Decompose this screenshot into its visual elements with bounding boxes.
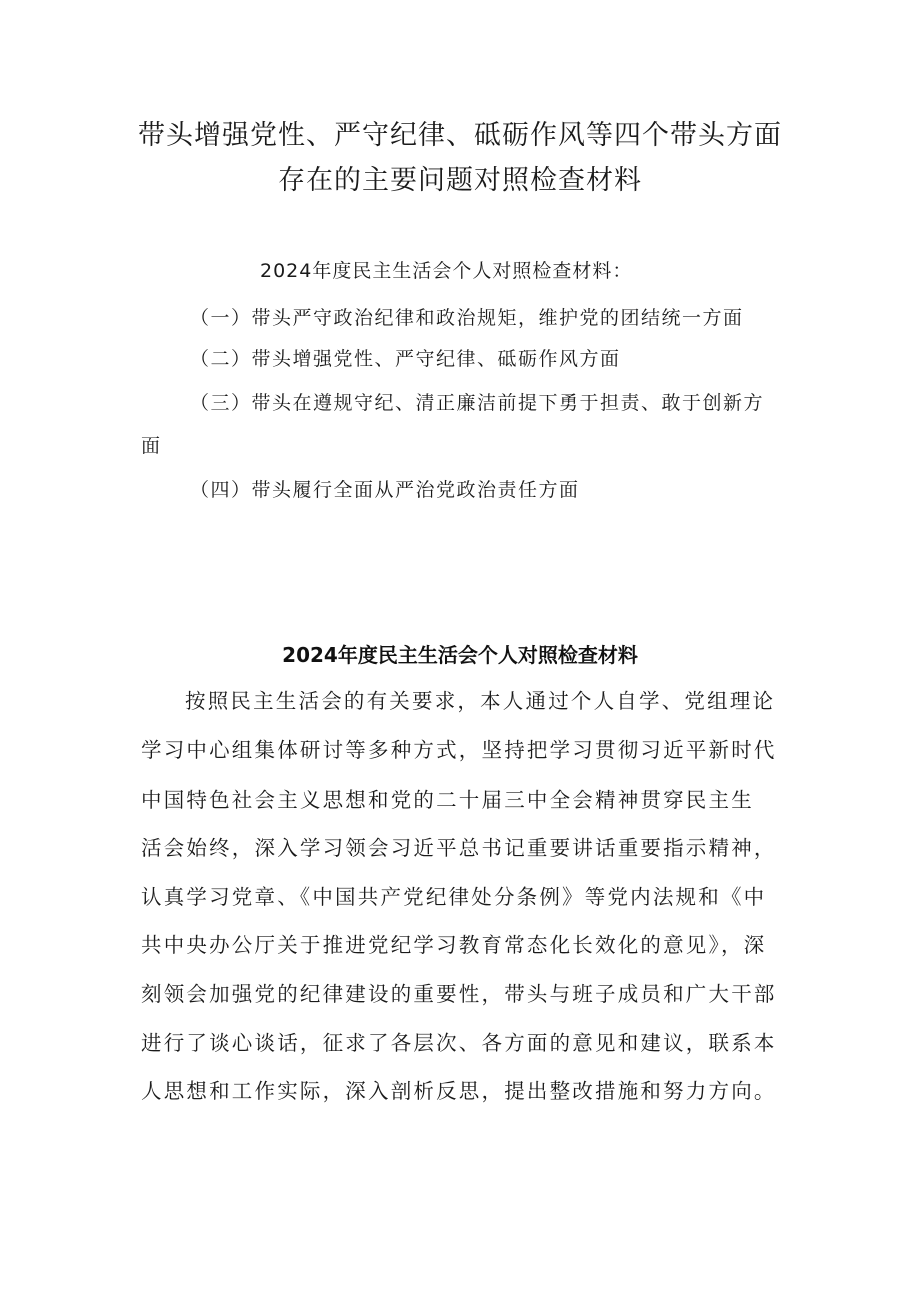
section-heading: 2024年度民主生活会个人对照检查材料	[282, 643, 638, 667]
toc-item-4: （四）带头履行全面从严治党政治责任方面	[190, 479, 580, 501]
toc-item-3: （三）带头在遵规守纪、清正廉洁前提下勇于担责、敢于创新方	[190, 392, 765, 414]
document-title-line-2: 存在的主要问题对照检查材料	[278, 165, 642, 196]
body-paragraph-line: 按照民主生活会的有关要求，本人通过个人自学、党组理论	[185, 689, 776, 713]
body-paragraph-line: 学习中心组集体研讨等多种方式，坚持把学习贯彻习近平新时代	[141, 738, 777, 762]
toc-item-2: （二）带头增强党性、严守纪律、砥砺作风方面	[190, 348, 621, 370]
toc-heading: 2024年度民主生活会个人对照检查材料：	[260, 260, 633, 282]
body-paragraph-line: 认真学习党章、《中国共产党纪律处分条例》等党内法规和《中	[141, 885, 767, 909]
body-paragraph-line: 中国特色社会主义思想和党的二十届三中全会精神贯穿民主生	[141, 788, 754, 812]
document-title-line-1: 带头增强党性、严守纪律、砥砺作风等四个带头方面	[138, 120, 782, 151]
body-paragraph-line: 共中央办公厅关于推进党纪学习教育常态化长效化的意见》，深	[141, 933, 767, 957]
body-paragraph-line: 刻领会加强党的纪律建设的重要性，带头与班子成员和广大干部	[141, 982, 777, 1006]
body-paragraph-line: 人思想和工作实际，深入剖析反思，提出整改措施和努力方向。	[141, 1079, 777, 1103]
body-paragraph-line: 进行了谈心谈话，征求了各层次、各方面的意见和建议，联系本	[141, 1031, 777, 1055]
body-paragraph-line: 活会始终，深入学习领会习近平总书记重要讲话重要指示精神，	[141, 836, 777, 860]
toc-item-1: （一）带头严守政治纪律和政治规矩，维护党的团结统一方面	[190, 307, 744, 329]
toc-item-3-continuation: 面	[141, 435, 162, 457]
